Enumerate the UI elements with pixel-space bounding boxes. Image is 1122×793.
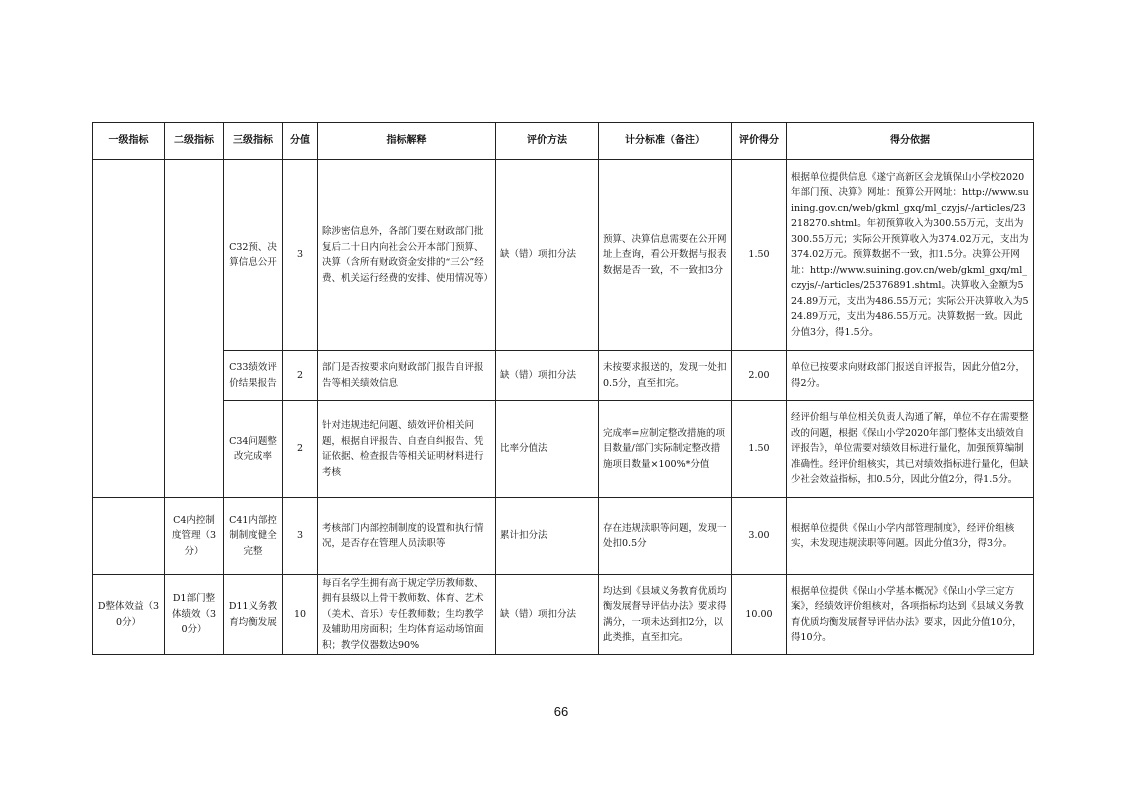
standard-cell: 完成率=应制定整改措施的项目数量/部门实际制定整改措施项目数量×100%*分值 — [599, 401, 732, 498]
level1-cell: D整体效益（30分） — [93, 575, 165, 655]
table-row — [93, 575, 1034, 655]
explanation-cell: 部门是否按要求向财政部门报告自评报告等相关绩效信息 — [318, 351, 496, 401]
score-cell: 3 — [283, 160, 318, 351]
level3-cell: C33绩效评价结果报告 — [224, 351, 283, 401]
level3-cell: C34问题整改完成率 — [224, 401, 283, 498]
basis-cell: 根据单位提供《保山小学内部管理制度》，经评价组核实，未发现违规渎职等问题。因此分值3分，得3分。 — [787, 498, 1034, 575]
standard-cell: 未按要求报送的，发现一处扣0.5分，直至扣完。 — [599, 351, 732, 401]
explanation-cell: 针对违规违纪问题、绩效评价相关问题，根据自评报告、自查自纠报告、凭证依据、检查报告等相关证明材料进行考核 — [318, 401, 496, 498]
score-cell: 2 — [283, 401, 318, 498]
method-cell: 缺（错）项扣分法 — [496, 160, 599, 351]
level1-cell-empty — [93, 498, 165, 575]
header-score: 分值 — [283, 123, 318, 160]
basis-cell: 根据单位提供信息《遂宁高新区会龙镇保山小学校2020年部门预、决算》网址：预算公开网址：http://www.suining.gov.cn/web/gkml_gxq/ml_czyjs/-/articles/23218270.shtml。年初预算收入为300.55万元，支出为300.55万元；实际公开预算收入为374.02万元，支出为374.02万元。预算数据不一致，扣1.5分。决算公开网址：http://www.suining.gov.cn/web/gkml_gxq/ml_czyjs/-/articles/25376891.shtml。决算收入金额为524.89万元，支出为486.55万元；实际公开决算收入为524.89万元，支出为486.55万元。决算数据一致。因此分值3分，得1.5分。 — [787, 160, 1034, 351]
method-cell: 缺（错）项扣分法 — [496, 351, 599, 401]
level3-cell: D11义务教育均衡发展 — [224, 575, 283, 655]
header-result: 评价得分 — [732, 123, 787, 160]
header-level2: 二级指标 — [165, 123, 224, 160]
score-cell: 3 — [283, 498, 318, 575]
score-cell: 10 — [283, 575, 318, 655]
header-level1: 一级指标 — [93, 123, 165, 160]
method-cell: 比率分值法 — [496, 401, 599, 498]
result-cell: 1.50 — [732, 401, 787, 498]
standard-cell: 预算、决算信息需要在公开网址上查询，看公开数据与报表数据是否一致，不一致扣3分 — [599, 160, 732, 351]
standard-cell: 均达到《县域义务教育优质均衡发展督导评估办法》要求得满分，一项未达到扣2分，以此类推，直至扣完。 — [599, 575, 732, 655]
method-cell: 缺（错）项扣分法 — [496, 575, 599, 655]
page-number: 66 — [553, 704, 569, 719]
level2-cell: D1部门整体绩效（30分） — [165, 575, 224, 655]
result-cell: 1.50 — [732, 160, 787, 351]
result-cell: 3.00 — [732, 498, 787, 575]
table-header-row — [93, 123, 1034, 160]
level1-cell-empty — [93, 160, 165, 498]
basis-cell: 单位已按要求向财政部门报送自评报告，因此分值2分，得2分。 — [787, 351, 1034, 401]
table-row — [93, 401, 1034, 498]
basis-cell: 根据单位提供《保山小学基本概况》《保山小学三定方案》，经绩效评价组核对，各项指标均达到《县域义务教育优质均衡发展督导评估办法》要求，因此分值10分，得10分。 — [787, 575, 1034, 655]
level3-cell: C41内部控制制度健全完整 — [224, 498, 283, 575]
result-cell: 10.00 — [732, 575, 787, 655]
basis-cell: 经评价组与单位相关负责人沟通了解，单位不存在需要整改的问题，根据《保山小学2020年部门整体支出绩效自评报告》，单位需要对绩效目标进行量化，加强预算编制准确性。经评价组核实，其已对绩效指标进行量化，但缺少社会效益指标，扣0.5分，因此分值2分，得1.5分。 — [787, 401, 1034, 498]
result-cell: 2.00 — [732, 351, 787, 401]
explanation-cell: 考核部门内部控制制度的设置和执行情况，是否存在管理人员渎职等 — [318, 498, 496, 575]
header-method: 评价方法 — [496, 123, 599, 160]
standard-cell: 存在违规渎职等问题，发现一处扣0.5分 — [599, 498, 732, 575]
table-row — [93, 498, 1034, 575]
explanation-cell: 除涉密信息外，各部门要在财政部门批复后二十日内向社会公开本部门预算、决算（含所有财政资金安排的“三公”经费、机关运行经费的安排、使用情况等） — [318, 160, 496, 351]
score-cell: 2 — [283, 351, 318, 401]
header-standard: 计分标准（备注） — [599, 123, 732, 160]
level3-cell: C32预、决算信息公开 — [224, 160, 283, 351]
level2-cell-empty — [165, 160, 224, 498]
method-cell: 累计扣分法 — [496, 498, 599, 575]
header-explanation: 指标解释 — [318, 123, 496, 160]
table-row — [93, 351, 1034, 401]
evaluation-table — [92, 122, 1034, 655]
header-basis: 得分依据 — [787, 123, 1034, 160]
table-row — [93, 160, 1034, 351]
header-level3: 三级指标 — [224, 123, 283, 160]
level2-cell: C4内控制度管理（3分） — [165, 498, 224, 575]
explanation-cell: 每百名学生拥有高于规定学历教师数、拥有县级以上骨干教师数、体育、艺术（美术、音乐）专任教师数；生均教学及辅助用房面积；生均体育运动场馆面积；教学仪器数达90% — [318, 575, 496, 655]
